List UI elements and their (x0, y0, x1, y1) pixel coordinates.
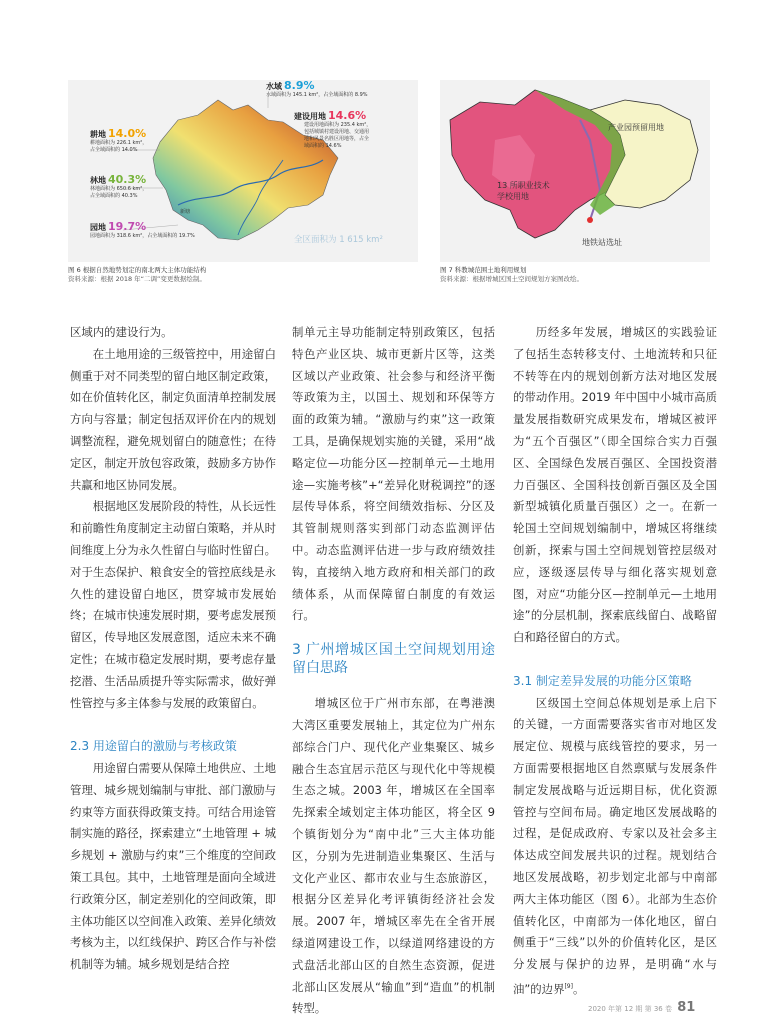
paragraph: 用途留白需要从保障土地供应、土地管理、城乡规划编制与审批、部门激励与约束等方面获得政策支持。可结合用途管制实施的路径，探索建立“土地管理 + 城乡规划 + 激励与约束”三个维度的空间政策工具包。其中，土地管理是面向全域进行政策分区，制定差别化的空间政策，即主体功能区以空间准入政策、差异化绩效考核为主，以红线保护、跨区合作与补偿机制等为辅。城乡规划是结合控 (70, 760, 276, 972)
figure-6-caption: 图 6 根据自然地势划定的南北两大主体功能结构 资料来源：根据 2018 年“二调”变更数据绘制。 (68, 266, 207, 283)
college-label-1: 13 所职业技术 (497, 181, 550, 190)
paragraph: 区域内的建设行为。 (70, 325, 173, 339)
paragraph: 增城区位于广州市东部，在粤港澳大湾区重要发展轴上，其定位为广州东部综合门户、现代化产业集聚区、城乡融合生态宜居示范区与现代化中等规模生态之城。2003 年，增城区在全国率先探索全域划定主体功能区，将全区 9 个镇街划分为“南中北”三大主体功能区，分别为先进制造业集聚区、生活与文化产业区、都市农业与生态旅游区，根据分区差异化考评镇街经济社会发展。2007 年，增城区率先在全省开展绿道网建设工作，以绿道网络建设的方式盘活北部山区的自然生态资源，促进北部山区发展从“输血”到“造血”的机制转型。 (292, 696, 495, 1016)
section-heading-3-1: 3.1 制定差异发展的功能分区策略 (513, 673, 692, 688)
college-label-2: 学校用地 (497, 192, 529, 201)
figure-7 (440, 80, 710, 262)
paragraph: 历经多年发展，增城区的实践验证了包括生态转移支付、土地流转和只征不转等在内的规划创新方法对地区发展的带动作用。2019 年中国中小城市高质量发展指数研究成果发布，增城区被评为“五个百强区”（即全国综合实力百强区、全国绿色发展百强区、全国投资潜力百强区、全国科技创新百强区及全国新型城镇化质量百强区）之一。在新一轮国土空间规划编制中，增城区将继续创新，探索与国土空间规划管控层级对应，逐级逐层传导与细化落实规划意图，对应“功能分区—控制单元—土地用途”的分层机制，探索底线留白、战略留白和路径留白的方式。 (513, 325, 717, 645)
figure-6 (68, 80, 418, 262)
page-number: 81 (677, 1000, 696, 1015)
issue-info: 2020 年第 12 期 第 36 卷 (588, 1005, 672, 1013)
water-label: 水域 8.9% 水域面积为 145.1 km²，占全域面积的 8.9% (266, 79, 368, 98)
metro-station-dot (587, 217, 593, 223)
figure-7-caption: 图 7 科教城范围土地利用规划 资料来源：根据增城区国土空间规划方案图改绘。 (440, 266, 583, 283)
industry-reserve-label: 产业园预留用地 (608, 123, 664, 132)
section-heading-2-3: 2.3 用途留白的激励与考核政策 (70, 739, 237, 754)
paragraph: 区级国土空间总体规划是承上启下的关键，一方面需要落实省市对地区发展定位、规模与底线管控的要求，另一方面需要根据地区自然禀赋与发展条件制定发展战略与近远期目标，优化资源管控与空间布局。确定地区发展战略的过程，是促成政府、专家以及社会多主体达成空间发展共识的过程。规划结合地区发展战略，初步划定北部与中南部两大主体功能区（图 6）。北部为生态价值转化区，中南部为一体化地区，留白侧重于“三线”以外的价值转化区，是区分发展与保护的边界，是明确“水与油”的边界[9]。 (513, 695, 717, 996)
section-heading-3: 3 广州增城区国土空间规划用途留白思路 (292, 642, 495, 677)
text-column-2 (292, 322, 495, 1020)
paragraph: 制单元主导功能制定特别政策区，包括特色产业区块、城市更新片区等，这类区域以产业政策、社会参与和经济平衡等政策为主，以国土、规划和环保等方面的政策为辅。“激励与约束”这一政策工具，是确保规划实施的关键，采用“战略定位—功能分区—控制单元—土地用途—实施考核”+“差异化财税调控”的逐层传导体系，将空间绩效指标、分区及其管制规则落实到部门动态监测评估中。动态监测评估进一步与政府绩效挂钩，直接纳入地方政府和相关部门的政绩体系，从而保障留白制度的有效运行。 (292, 325, 495, 623)
paragraph: 在土地用途的三级管控中，用途留白侧重于对不同类型的留白地区制定政策，如在价值转化区，制定负面清单控制发展方向与容量；制定包括双评价在内的规划调整流程，避免规划留白的随意性；在待定区，制定开放包容政策，鼓励多方协作共赢和地区协同发展。 (70, 346, 276, 492)
forest-label: 林地 40.3% 林地面积为 650.6 km²， 占全域面积的 40.3% (90, 173, 148, 199)
paragraph: 根据地区发展阶段的特性，从长远性和前瞻性角度制定主动留白策略，并从时间维度上分为永久性留白与临时性留白。对于生态保护、粮食安全的管控底线是永久性的建设留白地区，贯穿城市发展始终；在城市快速发展时期，要考虑发展预留区，传导地区发展意图，适应未来不确定性；在城市稳定发展时期，要考虑存量挖潜、生活品质提升等实际需求，做好弹性管控与多主体参与发展的政策留白。 (70, 499, 276, 710)
text-column-3 (513, 322, 717, 1001)
land-use-map (440, 80, 710, 262)
reference-mark: [9] (564, 982, 573, 990)
page-footer (588, 1000, 695, 1015)
text-column-1 (70, 322, 276, 976)
farm-label: 耕地 14.0% 耕地面积为 226.1 km²， 占全域面积的 14.0% (90, 127, 148, 153)
map-place-label: 新塘 (180, 209, 191, 215)
metro-site-label: 地铁站选址 (582, 238, 622, 247)
construction-label: 建设用地 14.6% 建设用地面积为 235.4 km²， 包括城镇村建设用地、交通用 地和风景名胜区用地等，占全 域面积的 14.6% (294, 109, 372, 149)
total-area-label: 全区面积为 1 615 km² (294, 235, 383, 245)
garden-label: 园地 19.7% 园地面积为 318.6 km²，占全域面积的 19.7% (90, 220, 195, 239)
